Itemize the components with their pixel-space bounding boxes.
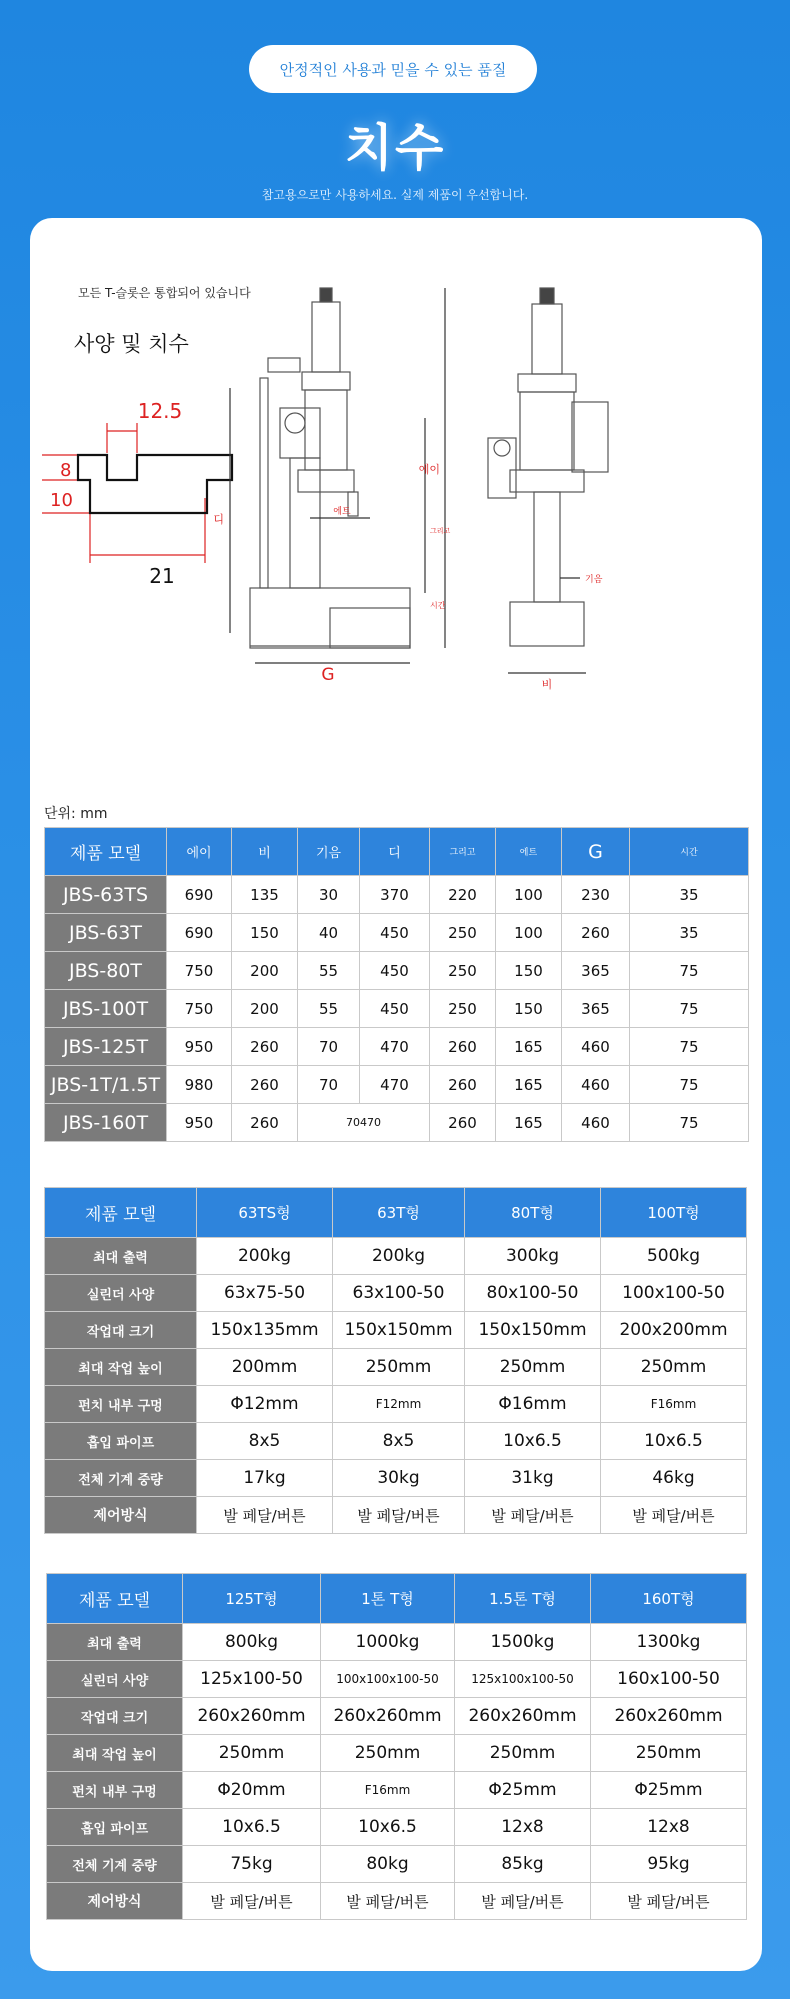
- table-cell: 40: [298, 914, 360, 952]
- table-cell: 450: [360, 952, 430, 990]
- table-cell: 125x100x100-50: [455, 1661, 591, 1698]
- table-row: [45, 1497, 747, 1534]
- table-cell: 160x100-50: [591, 1661, 747, 1698]
- table-cell: 1300kg: [591, 1624, 747, 1661]
- dim-header-d: 디: [360, 828, 430, 876]
- table-cell: 200kg: [333, 1238, 465, 1275]
- dim-header-h: 시간: [630, 828, 749, 876]
- table-row: [47, 1661, 747, 1698]
- table-cell: 12x8: [455, 1809, 591, 1846]
- table-cell: 150x150mm: [333, 1312, 465, 1349]
- dim-header-c: 기음: [298, 828, 360, 876]
- table-cell: 200: [232, 990, 298, 1028]
- table-row: [47, 1883, 747, 1920]
- table-cell: 100x100-50: [601, 1275, 747, 1312]
- table-cell: 55: [298, 990, 360, 1028]
- table-cell: 500kg: [601, 1238, 747, 1275]
- table-cell: 470: [360, 1066, 430, 1104]
- table-cell: 260: [232, 1104, 298, 1142]
- table-cell: 260x260mm: [321, 1698, 455, 1735]
- press-machine-diagram: [213, 278, 750, 788]
- table-cell: 1500kg: [455, 1624, 591, 1661]
- table-cell: 460: [562, 1104, 630, 1142]
- row-label: 최대 작업 높이: [47, 1735, 183, 1772]
- unit-label: 단위: mm: [44, 806, 108, 822]
- table-cell: 150: [232, 914, 298, 952]
- table-cell: 260x260mm: [183, 1698, 321, 1735]
- dim-label-a: 에이: [418, 463, 440, 476]
- tagline-pill: 안정적인 사용과 믿을 수 있는 품질: [249, 45, 537, 93]
- table-cell: 35: [630, 914, 749, 952]
- table-cell: 260x260mm: [591, 1698, 747, 1735]
- table-cell: 발 페달/버튼: [465, 1497, 601, 1534]
- table-cell: 8x5: [197, 1423, 333, 1460]
- table-cell: 800kg: [183, 1624, 321, 1661]
- table-cell: 125x100-50: [183, 1661, 321, 1698]
- table-cell: Φ20mm: [183, 1772, 321, 1809]
- table-cell: 460: [562, 1066, 630, 1104]
- table-cell: 55: [298, 952, 360, 990]
- tslot-diagram: [30, 399, 240, 643]
- row-label: 최대 출력: [47, 1624, 183, 1661]
- table-cell: 75: [630, 1028, 749, 1066]
- spec-table-1: [44, 1187, 747, 1534]
- table-cell: 35: [630, 876, 749, 914]
- table-cell: 8x5: [333, 1423, 465, 1460]
- table-cell: 75: [630, 952, 749, 990]
- table-row: [45, 1238, 747, 1275]
- dim-label-f: 에트: [333, 507, 351, 517]
- table-cell: 230: [562, 876, 630, 914]
- table-cell: 150: [496, 952, 562, 990]
- table-cell: 250: [430, 914, 496, 952]
- table-cell: 80kg: [321, 1846, 455, 1883]
- table-row: [47, 1846, 747, 1883]
- model-cell: JBS-63T: [45, 914, 167, 952]
- table-cell: 250mm: [465, 1349, 601, 1386]
- model-cell: JBS-100T: [45, 990, 167, 1028]
- row-label: 실린더 사양: [45, 1275, 197, 1312]
- table-cell: 10x6.5: [465, 1423, 601, 1460]
- model-cell: JBS-1T/1.5T: [45, 1066, 167, 1104]
- table-row: [45, 1312, 747, 1349]
- table-row: [45, 952, 749, 990]
- table-cell: 100: [496, 876, 562, 914]
- table-cell: 165: [496, 1028, 562, 1066]
- tslot-top-width: 12.5: [137, 399, 183, 423]
- table-cell: 10x6.5: [601, 1423, 747, 1460]
- table-cell: 250mm: [321, 1735, 455, 1772]
- table-cell: 70: [298, 1066, 360, 1104]
- table-cell: 발 페달/버튼: [591, 1883, 747, 1920]
- table-cell: 250: [430, 952, 496, 990]
- tslot-bottom-width: 21: [149, 564, 175, 588]
- table-cell: 750: [167, 990, 232, 1028]
- table-cell: 1000kg: [321, 1624, 455, 1661]
- tslot-top-depth: 8: [60, 460, 72, 481]
- table-cell: 63x100-50: [333, 1275, 465, 1312]
- row-label: 최대 출력: [45, 1238, 197, 1275]
- spec1-header: 100T형: [601, 1188, 747, 1238]
- model-cell: JBS-80T: [45, 952, 167, 990]
- table-cell: 17kg: [197, 1460, 333, 1497]
- row-label: 최대 작업 높이: [45, 1349, 197, 1386]
- dim-header-g: G: [562, 828, 630, 876]
- table-cell: 75kg: [183, 1846, 321, 1883]
- table-cell: 220: [430, 876, 496, 914]
- row-label: 전체 기계 중량: [47, 1846, 183, 1883]
- table-row: [45, 1460, 747, 1497]
- table-row: [45, 1386, 747, 1423]
- table-cell: 690: [167, 876, 232, 914]
- spec1-header: 63T형: [333, 1188, 465, 1238]
- table-cell: 370: [360, 876, 430, 914]
- row-label: 펀치 내부 구멍: [47, 1772, 183, 1809]
- table-cell: 200mm: [197, 1349, 333, 1386]
- row-label: 실린더 사양: [47, 1661, 183, 1698]
- table-cell: F16mm: [601, 1386, 747, 1423]
- table-cell: 950: [167, 1028, 232, 1066]
- dim-label-e: 그리고: [430, 527, 451, 535]
- dim-label-g: G: [321, 665, 335, 685]
- table-cell: 200x200mm: [601, 1312, 747, 1349]
- table-row: [47, 1624, 747, 1661]
- table-cell: 10x6.5: [183, 1809, 321, 1846]
- row-label: 흡입 파이프: [45, 1423, 197, 1460]
- table-cell: 30: [298, 876, 360, 914]
- table-row: [45, 1349, 747, 1386]
- spec1-header: 63TS형: [197, 1188, 333, 1238]
- table-row: [47, 1698, 747, 1735]
- table-row: [45, 1423, 747, 1460]
- spec1-header-model: 제품 모델: [45, 1188, 197, 1238]
- row-label: 작업대 크기: [47, 1698, 183, 1735]
- dim-header-f: 에트: [496, 828, 562, 876]
- dim-label-c: 기음: [585, 575, 603, 585]
- table-cell: 450: [360, 914, 430, 952]
- page-title: 치수: [344, 119, 446, 177]
- table-row: [45, 876, 749, 914]
- table-row: [45, 914, 749, 952]
- row-label: 작업대 크기: [45, 1312, 197, 1349]
- table-cell: 10x6.5: [321, 1809, 455, 1846]
- table-cell: 260: [430, 1104, 496, 1142]
- table-cell: 980: [167, 1066, 232, 1104]
- table-cell: 95kg: [591, 1846, 747, 1883]
- table-cell: 63x75-50: [197, 1275, 333, 1312]
- dim-header-a: 에이: [167, 828, 232, 876]
- table-cell: 100x100x100-50: [321, 1661, 455, 1698]
- spec-table-2-header: [47, 1574, 747, 1624]
- spec1-header: 80T형: [465, 1188, 601, 1238]
- table-cell: 165: [496, 1066, 562, 1104]
- table-row: [45, 990, 749, 1028]
- table-cell: 250: [430, 990, 496, 1028]
- row-label: 제어방식: [47, 1883, 183, 1920]
- table-cell: 135: [232, 876, 298, 914]
- table-cell: 250mm: [601, 1349, 747, 1386]
- table-cell: 150: [496, 990, 562, 1028]
- table-cell: 450: [360, 990, 430, 1028]
- table-cell: 260: [232, 1066, 298, 1104]
- table-cell: 260: [562, 914, 630, 952]
- table-row: [45, 1066, 749, 1104]
- tslot-bottom-depth: 10: [50, 490, 73, 511]
- table-cell: 470: [360, 1028, 430, 1066]
- table-row: [47, 1735, 747, 1772]
- table-cell: 250mm: [183, 1735, 321, 1772]
- dim-header-model: 제품 모델: [45, 828, 167, 876]
- table-cell: 발 페달/버튼: [197, 1497, 333, 1534]
- table-cell: 발 페달/버튼: [183, 1883, 321, 1920]
- table-cell: Φ12mm: [197, 1386, 333, 1423]
- table-row: [47, 1772, 747, 1809]
- page-subtitle: 참고용으로만 사용하세요. 실제 제품이 우선합니다.: [261, 188, 529, 202]
- spec-table-2: [46, 1573, 747, 1920]
- table-cell: 80x100-50: [465, 1275, 601, 1312]
- table-row: [45, 1028, 749, 1066]
- tslot-note: 모든 T-슬롯은 통합되어 있습니다: [78, 286, 251, 300]
- spec2-header: 1톤 T형: [321, 1574, 455, 1624]
- table-cell: 75: [630, 990, 749, 1028]
- dim-header-b: 비: [232, 828, 298, 876]
- table-cell: 460: [562, 1028, 630, 1066]
- table-row: [45, 1104, 749, 1142]
- spec-table-1-header: [45, 1188, 747, 1238]
- row-label: 펀치 내부 구멍: [45, 1386, 197, 1423]
- spec2-header: 125T형: [183, 1574, 321, 1624]
- table-row: [47, 1809, 747, 1846]
- table-cell: F12mm: [333, 1386, 465, 1423]
- model-cell: JBS-125T: [45, 1028, 167, 1066]
- table-cell: 100: [496, 914, 562, 952]
- table-cell: Φ16mm: [465, 1386, 601, 1423]
- table-cell: 70470: [298, 1104, 430, 1142]
- table-row: [45, 1275, 747, 1312]
- row-label: 제어방식: [45, 1497, 197, 1534]
- table-cell: 발 페달/버튼: [601, 1497, 747, 1534]
- table-cell: 165: [496, 1104, 562, 1142]
- dim-label-h: 시간: [430, 601, 446, 610]
- table-cell: 260: [232, 1028, 298, 1066]
- table-cell: 260x260mm: [455, 1698, 591, 1735]
- table-cell: F16mm: [321, 1772, 455, 1809]
- table-cell: Φ25mm: [591, 1772, 747, 1809]
- table-cell: 발 페달/버튼: [321, 1883, 455, 1920]
- table-cell: 250mm: [591, 1735, 747, 1772]
- table-cell: 260: [430, 1066, 496, 1104]
- dim-label-b: 비: [541, 678, 553, 691]
- spec2-header-model: 제품 모델: [47, 1574, 183, 1624]
- table-cell: 75: [630, 1104, 749, 1142]
- table-cell: 31kg: [465, 1460, 601, 1497]
- table-cell: 260: [430, 1028, 496, 1066]
- table-cell: 70: [298, 1028, 360, 1066]
- table-cell: 300kg: [465, 1238, 601, 1275]
- table-cell: 250mm: [333, 1349, 465, 1386]
- table-cell: 200kg: [197, 1238, 333, 1275]
- model-cell: JBS-160T: [45, 1104, 167, 1142]
- dimension-table: [44, 827, 749, 1142]
- row-label: 전체 기계 중량: [45, 1460, 197, 1497]
- table-cell: 750: [167, 952, 232, 990]
- table-cell: Φ25mm: [455, 1772, 591, 1809]
- table-cell: 85kg: [455, 1846, 591, 1883]
- table-cell: 30kg: [333, 1460, 465, 1497]
- row-label: 흡입 파이프: [47, 1809, 183, 1846]
- table-cell: 75: [630, 1066, 749, 1104]
- table-cell: 200: [232, 952, 298, 990]
- table-cell: 46kg: [601, 1460, 747, 1497]
- spec2-header: 1.5톤 T형: [455, 1574, 591, 1624]
- model-cell: JBS-63TS: [45, 876, 167, 914]
- table-cell: 150x135mm: [197, 1312, 333, 1349]
- table-cell: 150x150mm: [465, 1312, 601, 1349]
- spec-heading: 사양 및 치수: [74, 332, 189, 356]
- content-card: [30, 218, 762, 1971]
- dim-header-e: 그리고: [430, 828, 496, 876]
- dimension-table-header: [45, 828, 749, 876]
- table-cell: 690: [167, 914, 232, 952]
- table-cell: 발 페달/버튼: [333, 1497, 465, 1534]
- table-cell: 12x8: [591, 1809, 747, 1846]
- dim-label-d: 디: [213, 513, 224, 526]
- table-cell: 365: [562, 990, 630, 1028]
- table-cell: 950: [167, 1104, 232, 1142]
- spec2-header: 160T형: [591, 1574, 747, 1624]
- table-cell: 365: [562, 952, 630, 990]
- table-cell: 발 페달/버튼: [455, 1883, 591, 1920]
- table-cell: 250mm: [455, 1735, 591, 1772]
